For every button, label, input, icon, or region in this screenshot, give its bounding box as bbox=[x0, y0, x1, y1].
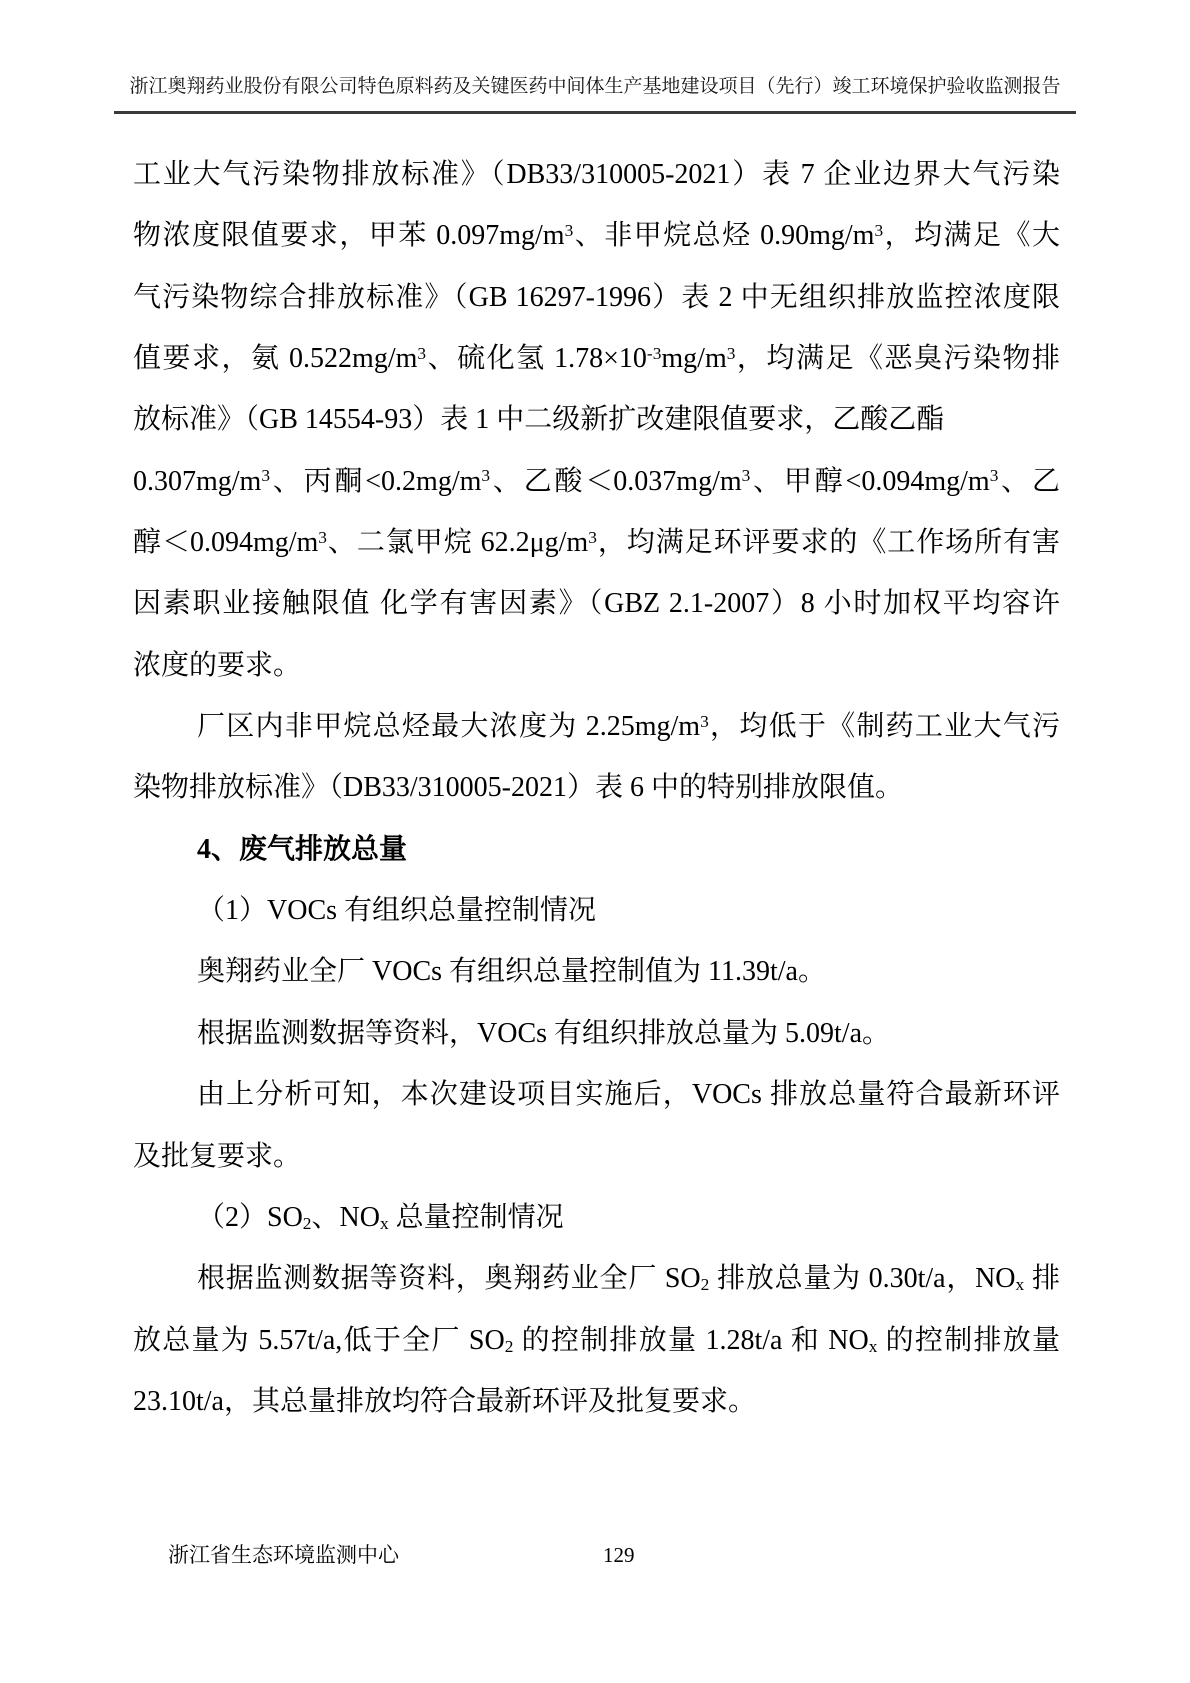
text-segment: 奥翔药业全厂 VOCs 有组织总量控制值为 11.39t/a。 bbox=[197, 956, 826, 988]
text-segment: ，均满足《恶臭污染物排 bbox=[735, 343, 1060, 375]
text-segment: 排放总量为 0.30t/a，NO bbox=[709, 1263, 1016, 1295]
text-segment: 的控制排放量 bbox=[877, 1324, 1060, 1356]
text-line bbox=[133, 1126, 1060, 1187]
text-line bbox=[133, 1248, 1060, 1309]
sup-text-segment: 3 bbox=[318, 527, 327, 547]
text-segment: 、甲醇<0.094mg/m bbox=[750, 465, 990, 497]
text-line bbox=[133, 757, 1060, 818]
text-segment: 、二氯甲烷 62.2μg/m bbox=[326, 527, 589, 559]
text-segment: 浓度的要求。 bbox=[133, 649, 302, 681]
text-segment: 、丙酮<0.2mg/m bbox=[270, 465, 482, 497]
text-segment: 、非甲烷总烃 0.90mg/m bbox=[573, 220, 875, 252]
text-segment: 、硫化氢 1.78×10 bbox=[426, 343, 647, 375]
page-footer bbox=[0, 1540, 1190, 1570]
sup-text-segment: 3 bbox=[989, 466, 999, 486]
page-number: 129 bbox=[603, 1543, 635, 1567]
sub-text-segment: x bbox=[868, 1336, 878, 1356]
text-line bbox=[133, 1064, 1060, 1125]
text-segment: 值要求，氨 0.522mg/m bbox=[133, 343, 418, 375]
text-line bbox=[133, 573, 1060, 634]
sub-text-segment: 2 bbox=[302, 1213, 312, 1233]
text-segment: 根据监测数据等资料，奥翔药业全厂 SO bbox=[197, 1263, 701, 1295]
text-segment: 厂区内非甲烷总烃最大浓度为 2.25mg/m bbox=[197, 711, 701, 743]
sup-text-segment: 3 bbox=[588, 527, 597, 547]
text-segment: 染物排放标准》（DB33/310005-2021）表 6 中的特别排放限值。 bbox=[133, 772, 904, 804]
text-segment: 因素职业接触限值 化学有害因素》（GBZ 2.1-2007）8 小时加权平均容许 bbox=[133, 588, 1060, 620]
text-line bbox=[133, 941, 1060, 1002]
text-segment: 、乙酸＜0.037mg/m bbox=[490, 465, 742, 497]
text-segment: 醇＜0.094mg/m bbox=[133, 527, 319, 559]
sup-text-segment: 3 bbox=[726, 343, 736, 363]
text-segment: 4、废气排放总量 bbox=[197, 833, 408, 865]
text-segment: 放总量为 5.57t/a,低于全厂 SO bbox=[133, 1324, 505, 1356]
sup-text-segment: -3 bbox=[646, 343, 662, 363]
text-segment: （1）VOCs 有组织总量控制情况 bbox=[197, 895, 597, 927]
text-segment: mg/m bbox=[661, 343, 727, 375]
sup-text-segment: 3 bbox=[481, 466, 491, 486]
text-segment: ，均满足《大 bbox=[883, 220, 1060, 252]
text-segment: 的控制排放量 1.28t/a 和 NO bbox=[513, 1324, 869, 1356]
text-segment: ，均低于《制药工业大气污 bbox=[708, 711, 1060, 743]
text-segment: 0.307mg/m bbox=[133, 465, 262, 497]
text-line bbox=[133, 144, 1060, 205]
text-line bbox=[133, 635, 1060, 696]
text-segment: （2）SO bbox=[197, 1201, 303, 1233]
text-line bbox=[133, 1187, 1060, 1248]
text-line bbox=[133, 696, 1060, 757]
text-line bbox=[133, 451, 1060, 512]
text-line bbox=[133, 1003, 1060, 1064]
sup-text-segment: 3 bbox=[874, 221, 884, 241]
section-heading bbox=[133, 819, 1060, 880]
sub-text-segment: x bbox=[1015, 1275, 1025, 1295]
sup-text-segment: 3 bbox=[417, 343, 427, 363]
document-body bbox=[133, 144, 1060, 1432]
sub-text-segment: 2 bbox=[700, 1275, 710, 1295]
text-line bbox=[133, 512, 1060, 573]
text-line bbox=[133, 328, 1060, 389]
text-segment: 工业大气污染物排放标准》（DB33/310005-2021）表 7 企业边界大气污染 bbox=[133, 159, 1060, 190]
sub-text-segment: 2 bbox=[504, 1336, 514, 1356]
sup-text-segment: 3 bbox=[261, 466, 271, 486]
text-line bbox=[133, 880, 1060, 941]
sub-text-segment: x bbox=[379, 1213, 389, 1233]
text-segment: 物浓度限值要求，甲苯 0.097mg/m bbox=[133, 220, 565, 252]
text-segment: 、乙 bbox=[998, 465, 1060, 497]
text-segment: 放标准》（GB 14554-93）表 1 中二级新扩改建限值要求，乙酸乙酯 bbox=[133, 404, 945, 436]
text-segment: 根据监测数据等资料，VOCs 有组织排放总量为 5.09t/a。 bbox=[197, 1017, 891, 1049]
sup-text-segment: 3 bbox=[564, 221, 574, 241]
sup-text-segment: 3 bbox=[700, 711, 709, 731]
text-line bbox=[133, 1371, 1060, 1432]
header-title: 浙江奥翔药业股份有限公司特色原料药及关键医药中间体生产基地建设项目（先行）竣工环境保护验收监测报告 bbox=[129, 76, 1061, 97]
text-segment: 总量控制情况 bbox=[388, 1201, 564, 1233]
text-segment: 、NO bbox=[311, 1201, 380, 1233]
sup-text-segment: 3 bbox=[741, 466, 751, 486]
page-header bbox=[114, 74, 1076, 114]
text-segment: 排 bbox=[1024, 1263, 1060, 1295]
text-line bbox=[133, 389, 1060, 450]
text-line bbox=[133, 1310, 1060, 1371]
footer-organization: 浙江省生态环境监测中心 bbox=[168, 1543, 399, 1567]
text-segment: 由上分析可知，本次建设项目实施后，VOCs 排放总量符合最新环评 bbox=[197, 1079, 1060, 1111]
text-line bbox=[133, 205, 1060, 266]
text-segment: 及批复要求。 bbox=[133, 1140, 302, 1172]
text-segment: ，均满足环评要求的《工作场所有害 bbox=[596, 527, 1061, 559]
text-segment: 气污染物综合排放标准》（GB 16297-1996）表 2 中无组织排放监控浓度限 bbox=[133, 281, 1060, 313]
text-line bbox=[133, 267, 1060, 328]
text-segment: 23.10t/a，其总量排放均符合最新环评及批复要求。 bbox=[133, 1385, 756, 1417]
